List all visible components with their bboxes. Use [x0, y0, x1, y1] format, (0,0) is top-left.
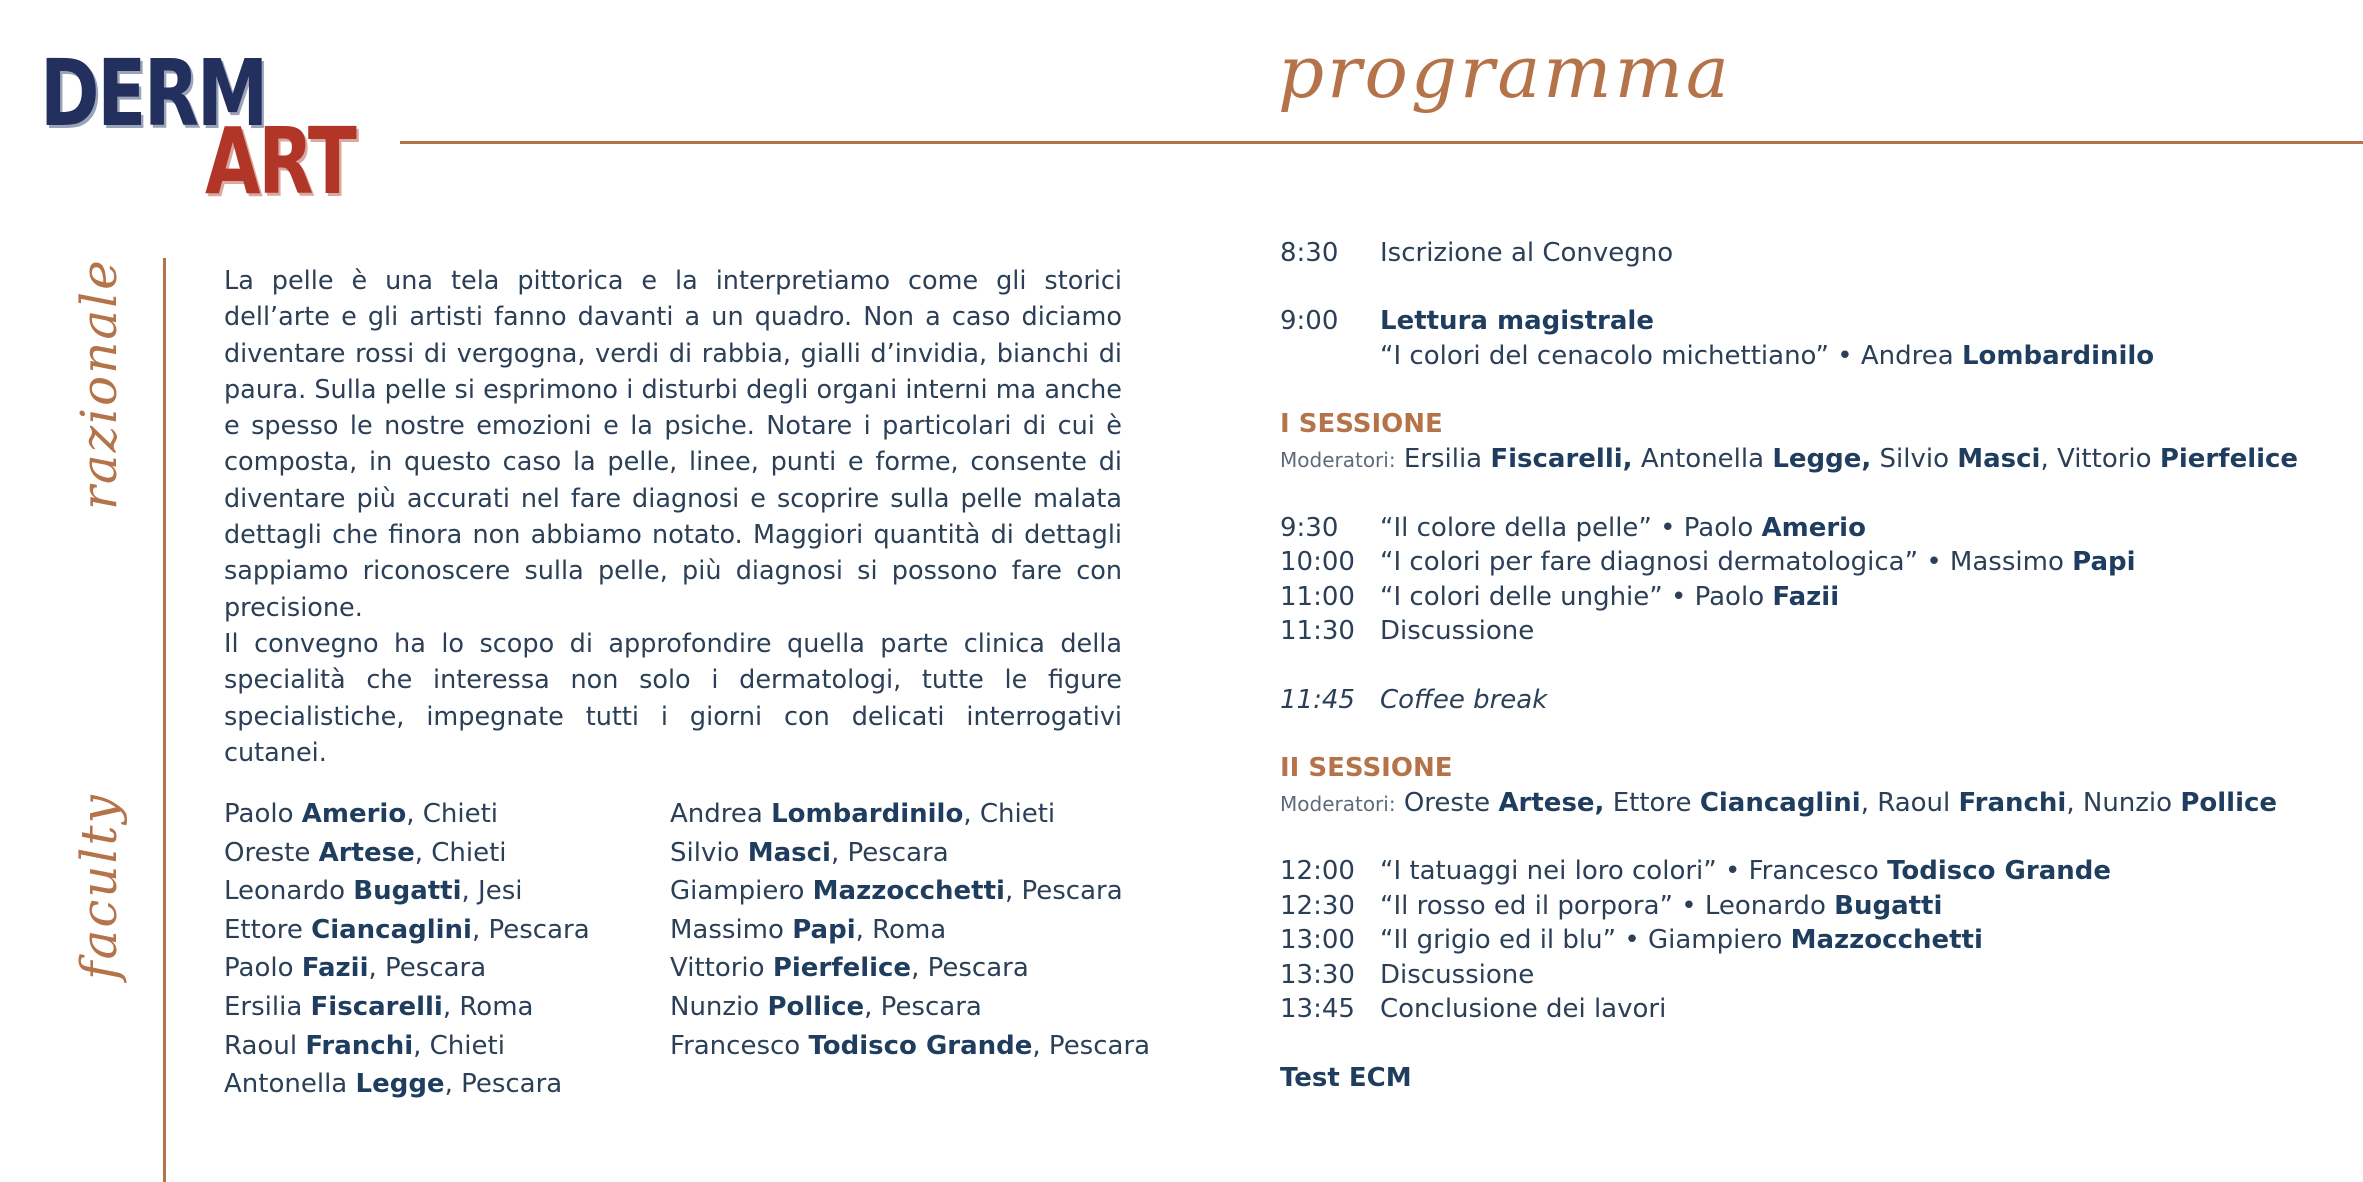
- schedule-time: 12:00: [1280, 856, 1355, 886]
- test-ecm: Test ECM: [1280, 1063, 1412, 1093]
- schedule-time: 13:45: [1280, 994, 1355, 1024]
- header-divider: [400, 141, 2363, 144]
- faculty-member: Paolo Amerio, Chieti: [224, 799, 499, 829]
- faculty-member: Massimo Papi, Roma: [670, 914, 947, 945]
- schedule-time: 13:30: [1280, 960, 1355, 990]
- schedule-time: 11:30: [1280, 616, 1355, 646]
- faculty-member: Francesco Todisco Grande, Pescara: [670, 1030, 1151, 1061]
- session-1-title: I SESSIONE: [1280, 409, 1443, 439]
- faculty-column-2: [670, 795, 1150, 1065]
- faculty-member: Ettore Ciancaglini, Pescara: [224, 914, 590, 945]
- schedule-time: 13:00: [1280, 925, 1355, 955]
- schedule-talk: “I colori per fare diagnosi dermatologica” • Massimo Papi: [1380, 547, 2136, 577]
- schedule-time: 12:30: [1280, 891, 1355, 921]
- faculty-member: Antonella Legge, Pescara: [224, 1069, 563, 1100]
- schedule-talk: “I colori del cenacolo michettiano” • Andrea Lombardinilo: [1380, 341, 2155, 371]
- faculty-column-1: [224, 795, 590, 1104]
- faculty-member: Nunzio Pollice, Pescara: [670, 991, 982, 1022]
- faculty-member: Oreste Artese, Chieti: [224, 837, 507, 868]
- session-1-moderators: Moderatori: Ersilia Fiscarelli, Antonella Legge, Silvio Masci, Vittorio Pierfelice: [1280, 444, 2299, 474]
- schedule-time: 9:00: [1280, 306, 1339, 336]
- schedule-talk: “I tatuaggi nei loro colori” • Francesco Todisco Grande: [1380, 856, 2112, 886]
- schedule-text: Discussione: [1380, 616, 1535, 646]
- schedule-talk: “Il rosso ed il porpora” • Leonardo Bugatti: [1380, 891, 1943, 921]
- faculty-member: Ersilia Fiscarelli, Roma: [224, 991, 534, 1022]
- schedule-text: Coffee break: [1380, 685, 1548, 715]
- razionale-paragraph-1: La pelle è una tela pittorica e la interpretiamo come gli storici dell’arte e gli artisti fanno davanti a un quadro. Non a caso diciamo diventare rossi di vergogna, verdi di rabbia, gialli d’invidia, bianchi di paura. Sulla pelle si esprimono i disturbi degli organi interni ma anche e spesso le nostre emozioni e la psiche. Notare i particolari di cui è composta, in questo caso la pelle, linee, punti e forme, consente di diventare più accurati nel fare diagnosi e scoprire sulla pelle malata dettagli che finora non abbiamo notato. Maggiori quantità di dettagli sappiamo riconoscere sulla pelle, più diagnosi si possono fare con precisione.: [224, 266, 1122, 623]
- dermart-logo: [40, 40, 355, 215]
- schedule-time: 10:00: [1280, 547, 1355, 577]
- schedule-talk: “Il grigio ed il blu” • Giampiero Mazzocchetti: [1380, 925, 1983, 955]
- session-2-title: II SESSIONE: [1280, 753, 1453, 783]
- logo-derm: DERM: [40, 40, 266, 147]
- faculty-member: Leonardo Bugatti, Jesi: [224, 876, 523, 907]
- faculty-label: faculty: [70, 793, 128, 980]
- programma-title: programma: [1278, 30, 1732, 114]
- schedule-text: Discussione: [1380, 960, 1535, 990]
- faculty-member: Paolo Fazii, Pescara: [224, 953, 487, 984]
- faculty-member: Vittorio Pierfelice, Pescara: [670, 953, 1029, 984]
- razionale-text: [224, 263, 1122, 771]
- razionale-label: razionale: [70, 258, 128, 510]
- schedule-talk: “I colori delle unghie” • Paolo Fazii: [1380, 582, 1840, 612]
- schedule-time: 11:45: [1280, 685, 1355, 715]
- schedule-time: 11:00: [1280, 582, 1355, 612]
- schedule-time: 8:30: [1280, 238, 1339, 268]
- left-divider: [163, 258, 166, 1182]
- schedule-time: 9:30: [1280, 513, 1339, 543]
- session-2-moderators: Moderatori: Oreste Artese, Ettore Ciancaglini, Raoul Franchi, Nunzio Pollice: [1280, 788, 2278, 818]
- lettura-magistrale-title: Lettura magistrale: [1380, 306, 1654, 336]
- faculty-member: Andrea Lombardinilo, Chieti: [670, 799, 1056, 829]
- faculty-member: Giampiero Mazzocchetti, Pescara: [670, 876, 1123, 907]
- schedule-talk: “Il colore della pelle” • Paolo Amerio: [1380, 513, 1866, 543]
- schedule-text: Conclusione dei lavori: [1380, 994, 1667, 1024]
- faculty-member: Silvio Masci, Pescara: [670, 837, 949, 868]
- schedule-text: Iscrizione al Convegno: [1380, 238, 1674, 268]
- logo-art: ART: [205, 108, 355, 215]
- faculty-member: Raoul Franchi, Chieti: [224, 1030, 505, 1061]
- razionale-paragraph-2: Il convegno ha lo scopo di approfondire quella parte clinica della specialità che interessa non solo i dermatologi, tutte le figure specialistiche, impegnate tutti i giorni con delicati interrogativi cutanei.: [224, 628, 1122, 768]
